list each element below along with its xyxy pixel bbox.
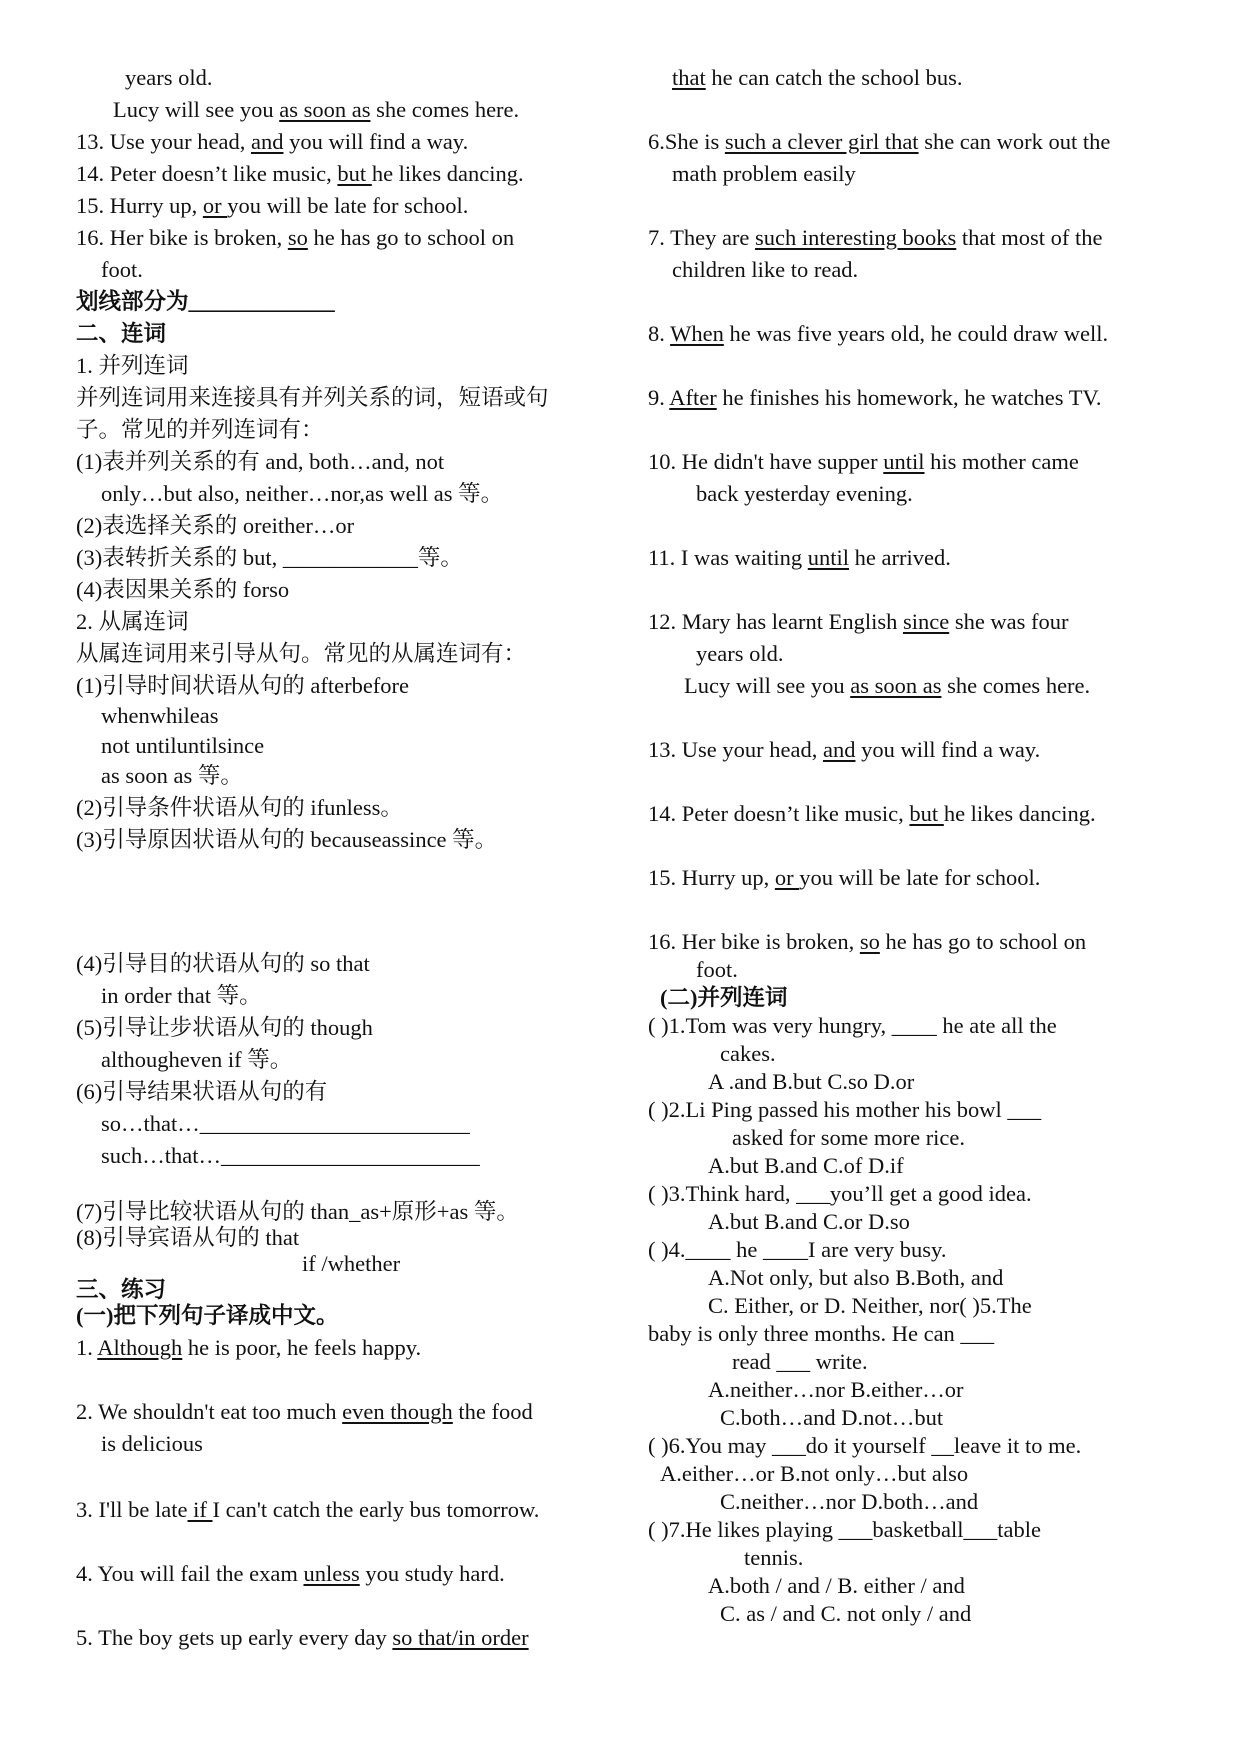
- underlined-text: Although: [97, 1335, 183, 1360]
- line-text: (2)表选择关系的 oreither…or: [76, 513, 355, 538]
- line-text: his mother came: [924, 449, 1079, 474]
- text-line: [76, 671, 409, 701]
- line-text: (3)引导原因状语从句的 becauseassince 等。: [76, 827, 498, 852]
- line-text: not untiluntilsince: [101, 733, 265, 758]
- line-text: you will find a way.: [283, 129, 469, 154]
- text-line: [76, 1333, 421, 1363]
- text-line: [744, 1543, 803, 1573]
- text-line: [101, 1109, 470, 1139]
- line-text: cakes.: [720, 1041, 776, 1066]
- text-line: [76, 1077, 327, 1107]
- line-text: 11. I was waiting: [648, 545, 808, 570]
- line-text: 二、连词: [76, 321, 167, 346]
- text-line: [76, 127, 468, 157]
- text-line: [76, 1397, 533, 1427]
- text-line: [732, 1347, 868, 1377]
- text-line: [720, 1403, 943, 1433]
- text-line: [708, 1571, 965, 1601]
- text-line: [648, 543, 951, 573]
- text-line: [708, 1263, 1003, 1293]
- line-text: 8.: [648, 321, 671, 346]
- text-line: [708, 1151, 904, 1181]
- underlined-text: as soon as: [850, 673, 942, 698]
- text-line: [672, 159, 856, 189]
- text-line: [708, 1375, 964, 1405]
- line-text: she comes here.: [941, 673, 1091, 698]
- text-line: [648, 1235, 946, 1265]
- line-text: (二)并列连词: [660, 985, 788, 1010]
- text-line: [76, 793, 403, 823]
- line-text: you will be late for school.: [227, 193, 469, 218]
- text-line: [76, 159, 524, 189]
- text-line: [76, 639, 526, 669]
- line-text: so…that…________________________: [101, 1111, 470, 1136]
- line-text: 9.: [648, 385, 670, 410]
- line-text: back yesterday evening.: [696, 481, 913, 506]
- line-text: (4)引导目的状语从句的 so that: [76, 951, 370, 976]
- line-text: (2)引导条件状语从句的 ifunless。: [76, 795, 403, 820]
- line-text: A.neither…nor B.either…or: [708, 1377, 964, 1402]
- line-text: 12. Mary has learnt English: [648, 609, 903, 634]
- line-text: foot.: [696, 957, 738, 982]
- line-text: 16. Her bike is broken,: [76, 225, 288, 250]
- line-text: read ___ write.: [732, 1349, 868, 1374]
- line-text: asked for some more rice.: [732, 1125, 966, 1150]
- line-text: 2. 从属连词: [76, 609, 189, 634]
- line-text: 并列连词用来连接具有并列关系的词，短语或句: [76, 385, 549, 410]
- text-line: [76, 351, 189, 381]
- line-text: years old.: [125, 65, 213, 90]
- text-line: [696, 479, 913, 509]
- text-line: [648, 1515, 1041, 1545]
- line-text: (一)把下列句子译成中文。: [76, 1303, 339, 1328]
- line-text: he is poor, he feels happy.: [182, 1335, 422, 1360]
- line-text: as soon as 等。: [101, 763, 243, 788]
- line-text: A.but B.and C.or D.so: [708, 1209, 910, 1234]
- text-line: [76, 1623, 529, 1653]
- line-text: she comes here.: [370, 97, 520, 122]
- text-line: [125, 63, 212, 93]
- line-text: 10. He didn't have supper: [648, 449, 884, 474]
- line-text: 从属连词用来引导从句。常见的从属连词有：: [76, 641, 527, 666]
- underlined-text: but: [337, 161, 372, 186]
- underlined-text: that: [672, 65, 706, 90]
- line-text: he has go to school on: [307, 225, 515, 250]
- text-line: [648, 607, 1069, 637]
- text-line: [76, 287, 335, 317]
- line-text: 5. The boy gets up early every day: [76, 1625, 393, 1650]
- line-text: C. Either, or D. Neither, nor( )5.The: [708, 1293, 1032, 1318]
- line-text: 13. Use your head,: [76, 129, 251, 154]
- text-line: [302, 1249, 400, 1279]
- text-line: [76, 319, 166, 349]
- underlined-text: until: [883, 449, 925, 474]
- text-line: [76, 191, 468, 221]
- line-text: she can work out the: [918, 129, 1111, 154]
- text-line: [732, 1123, 965, 1153]
- text-line: [101, 731, 264, 761]
- text-line: [648, 1179, 1032, 1209]
- line-text: she was four: [949, 609, 1069, 634]
- line-text: he has go to school on: [879, 929, 1087, 954]
- line-text: 1. 并列连词: [76, 353, 189, 378]
- line-text: 2. We shouldn't eat too much: [76, 1399, 343, 1424]
- text-line: [708, 1291, 1032, 1321]
- text-line: [76, 415, 324, 445]
- line-text: children like to read.: [672, 257, 859, 282]
- text-line: [76, 607, 189, 637]
- line-text: Lucy will see you: [113, 97, 280, 122]
- text-line: [76, 575, 289, 605]
- text-line: [648, 319, 1108, 349]
- text-line: [101, 761, 243, 791]
- text-line: [101, 981, 262, 1011]
- underlined-text: if: [187, 1497, 213, 1522]
- line-text: 14. Peter doesn’t like music,: [76, 161, 338, 186]
- text-line: [720, 1599, 971, 1629]
- line-text: A.Not only, but also B.Both, and: [708, 1265, 1004, 1290]
- line-text: whenwhileas: [101, 703, 219, 728]
- text-line: [76, 825, 497, 855]
- text-line: [76, 1301, 339, 1331]
- line-text: he likes dancing.: [943, 801, 1096, 826]
- text-line: [672, 255, 858, 285]
- text-line: [648, 735, 1040, 765]
- line-text: ( )1.Tom was very hungry, ____ he ate all the: [648, 1013, 1057, 1038]
- line-text: he finishes his homework, he watches TV.: [716, 385, 1102, 410]
- line-text: (6)引导结果状语从句的有: [76, 1079, 328, 1104]
- text-line: [76, 543, 463, 573]
- text-line: [720, 1487, 978, 1517]
- text-line: [648, 799, 1096, 829]
- line-text: (1)表并列关系的有 and, both…and, not: [76, 449, 445, 474]
- underlined-text: but: [909, 801, 944, 826]
- text-line: [101, 701, 218, 731]
- line-text: C. as / and C. not only / and: [720, 1601, 972, 1626]
- underlined-text: as soon as: [279, 97, 371, 122]
- text-line: [648, 447, 1079, 477]
- underlined-text: so: [859, 929, 880, 954]
- line-text: 7. They are: [648, 225, 756, 250]
- text-line: [684, 671, 1090, 701]
- underlined-text: such interesting books: [755, 225, 957, 250]
- text-line: [648, 1011, 1057, 1041]
- text-line: [648, 223, 1103, 253]
- line-text: C.neither…nor D.both…and: [720, 1489, 979, 1514]
- text-line: [648, 383, 1101, 413]
- text-line: [648, 127, 1110, 157]
- text-line: [101, 479, 503, 509]
- line-text: I can't catch the early bus tomorrow.: [212, 1497, 540, 1522]
- line-text: 4. You will fail the exam: [76, 1561, 304, 1586]
- text-line: [76, 511, 354, 541]
- line-text: 16. Her bike is broken,: [648, 929, 860, 954]
- line-text: the food: [452, 1399, 533, 1424]
- line-text: 15. Hurry up,: [76, 193, 203, 218]
- text-line: [76, 447, 444, 477]
- text-line: [696, 955, 738, 985]
- line-text: he arrived.: [849, 545, 951, 570]
- line-text: foot.: [101, 257, 143, 282]
- line-text: C.both…and D.not…but: [720, 1405, 944, 1430]
- line-text: (8)引导宾语从句的 that: [76, 1225, 300, 1250]
- underlined-text: When: [670, 321, 724, 346]
- line-text: althougheven if 等。: [101, 1047, 293, 1072]
- underlined-text: or: [774, 865, 800, 890]
- text-line: [76, 1495, 539, 1525]
- text-line: [76, 383, 549, 413]
- line-text: baby is only three months. He can ___: [648, 1321, 995, 1346]
- line-text: 6.She is: [648, 129, 725, 154]
- underlined-text: until: [807, 545, 850, 570]
- line-text: A.but B.and C.of D.if: [708, 1153, 904, 1178]
- underlined-text: or: [202, 193, 228, 218]
- line-text: (3)表转折关系的 but, ____________等。: [76, 545, 463, 570]
- line-text: A .and B.but C.so D.or: [708, 1069, 915, 1094]
- line-text: he was five years old, he could draw well.: [723, 321, 1109, 346]
- text-line: [101, 1429, 203, 1459]
- underlined-text: unless: [303, 1561, 360, 1586]
- line-text: (4)表因果关系的 forso: [76, 577, 290, 602]
- line-text: 13. Use your head,: [648, 737, 823, 762]
- line-text: ( )3.Think hard, ___you’ll get a good idea.: [648, 1181, 1032, 1206]
- underlined-text: even though: [342, 1399, 453, 1424]
- line-text: only…but also, neither…nor,as well as 等。: [101, 481, 504, 506]
- line-text: ( )6.You may ___do it yourself __leave it to me.: [648, 1433, 1082, 1458]
- underlined-text: such a clever girl that: [724, 129, 919, 154]
- line-text: 1.: [76, 1335, 98, 1360]
- line-text: ( )7.He likes playing ___basketball___table: [648, 1517, 1042, 1542]
- text-line: [648, 1319, 994, 1349]
- line-text: (7)引导比较状语从句的 than_as+原形+as 等。: [76, 1199, 519, 1224]
- line-text: is delicious: [101, 1431, 203, 1456]
- line-text: 15. Hurry up,: [648, 865, 775, 890]
- line-text: if /whether: [302, 1251, 401, 1276]
- underlined-text: and: [250, 129, 284, 154]
- line-text: tennis.: [744, 1545, 804, 1570]
- text-line: [660, 983, 788, 1013]
- text-line: [76, 1013, 373, 1043]
- text-line: [76, 1559, 505, 1589]
- text-line: [101, 1141, 480, 1171]
- line-text: (5)引导让步状语从句的 though: [76, 1015, 373, 1040]
- text-line: [648, 1431, 1081, 1461]
- line-text: 划线部分为: [76, 289, 189, 314]
- line-text: ( )4.____ he ____I are very busy.: [648, 1237, 947, 1262]
- line-text: math problem easily: [672, 161, 856, 186]
- line-text: Lucy will see you: [684, 673, 851, 698]
- underlined-text: and: [822, 737, 856, 762]
- line-text: 三、练习: [76, 1277, 167, 1302]
- text-line: [76, 223, 514, 253]
- text-line: [76, 1223, 299, 1253]
- line-text: _____________: [188, 289, 335, 314]
- text-line: [720, 1039, 776, 1069]
- text-line: [660, 1459, 968, 1489]
- line-text: years old.: [696, 641, 784, 666]
- line-text: in order that 等。: [101, 983, 262, 1008]
- text-line: [708, 1067, 914, 1097]
- text-line: [101, 1045, 292, 1075]
- text-line: [648, 927, 1086, 957]
- text-line: [648, 1095, 1041, 1125]
- underlined-text: so: [287, 225, 308, 250]
- underlined-text: After: [669, 385, 717, 410]
- line-text: ( )2.Li Ping passed his mother his bowl ___: [648, 1097, 1042, 1122]
- line-text: you will find a way.: [855, 737, 1041, 762]
- text-line: [76, 949, 370, 979]
- line-text: 3. I'll be late: [76, 1497, 188, 1522]
- line-text: (1)引导时间状语从句的 afterbefore: [76, 673, 410, 698]
- line-text: you will be late for school.: [799, 865, 1041, 890]
- text-line: [113, 95, 519, 125]
- line-text: A.both / and / B. either / and: [708, 1573, 965, 1598]
- line-text: you study hard.: [359, 1561, 505, 1586]
- text-line: [672, 63, 963, 93]
- underlined-text: since: [902, 609, 950, 634]
- line-text: A.either…or B.not only…but also: [660, 1461, 969, 1486]
- underlined-text: so that/in order: [392, 1625, 529, 1650]
- line-text: such…that…_______________________: [101, 1143, 480, 1168]
- line-text: 14. Peter doesn’t like music,: [648, 801, 910, 826]
- text-line: [708, 1207, 910, 1237]
- line-text: that most of the: [956, 225, 1103, 250]
- line-text: he can catch the school bus.: [705, 65, 963, 90]
- text-line: [101, 255, 143, 285]
- line-text: he likes dancing.: [371, 161, 524, 186]
- line-text: 子。常见的并列连词有：: [76, 417, 324, 442]
- text-line: [648, 863, 1040, 893]
- text-line: [696, 639, 783, 669]
